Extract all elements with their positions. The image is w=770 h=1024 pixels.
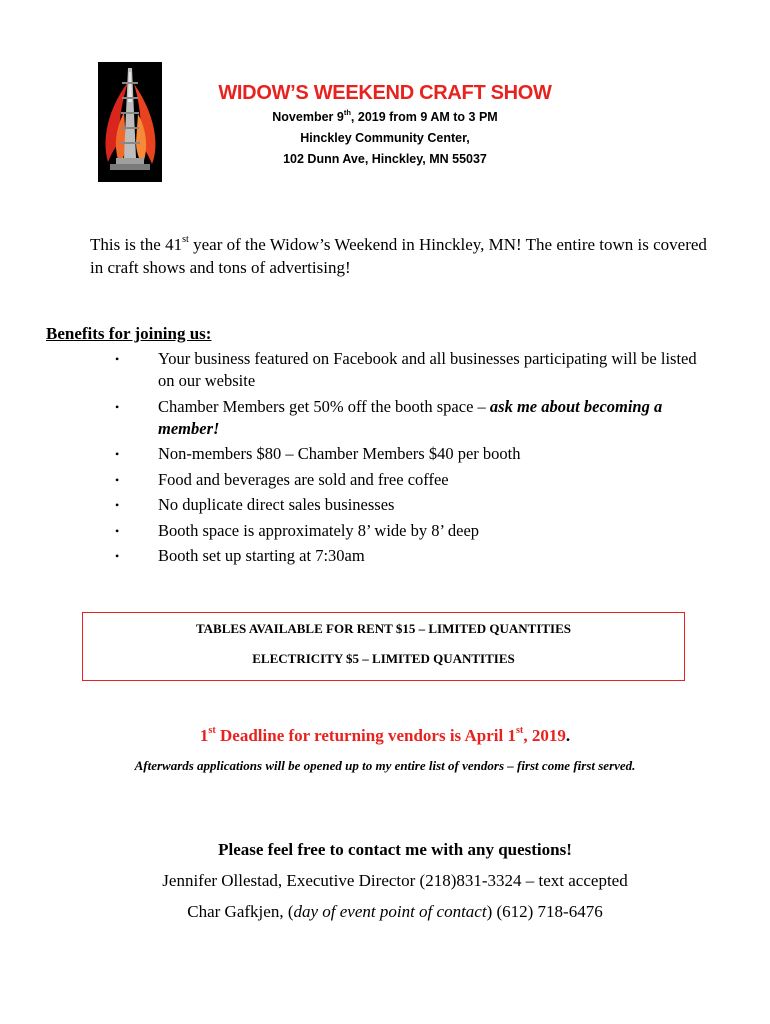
list-item [110, 396, 710, 440]
list-item-text: No duplicate direct sales businesses [158, 495, 395, 514]
benefits-heading: Benefits for joining us: [46, 324, 212, 343]
intro-text-end: year of the Widow’s Weekend in Hinckley, MN! The entire town is covered in craft shows and tons of advertising! [90, 235, 707, 277]
afterwards-note: Afterwards applications will be opened up to my entire list of vendors – first come first served. [134, 758, 636, 773]
intro-ordinal: st [182, 233, 189, 245]
list-item-text: Your business featured on Facebook and all businesses participating will be listed on our website [158, 349, 697, 390]
intro-paragraph [90, 233, 710, 279]
benefits-list [110, 348, 710, 571]
event-date-ordinal: th [343, 107, 351, 117]
bullet-icon: • [115, 399, 120, 414]
electricity-notice: ELECTRICITY $5 – LIMITED QUANTITIES [252, 651, 515, 666]
list-item [110, 348, 710, 392]
deadline-ordinal-2: st [515, 724, 524, 736]
bullet-icon: • [115, 523, 120, 538]
deadline-text: Deadline for returning vendors is April 1 [215, 726, 516, 745]
event-date-time: , 2019 from 9 AM to 3 PM [350, 110, 498, 124]
contact-name: Char Gafkjen, ( [187, 902, 294, 921]
list-item-text: Food and beverages are sold and free coffee [158, 469, 449, 489]
bullet-icon: • [115, 472, 120, 487]
deadline-year: , 2019 [523, 726, 566, 745]
intro-text-start: This is the 41 [90, 235, 183, 254]
deadline-ordinal-1: st [208, 724, 216, 736]
bullet-icon: • [115, 498, 120, 512]
list-item-text: Booth space is approximately 8’ wide by 8’ deep [158, 520, 480, 540]
contact-line-day-of-event [0, 902, 770, 922]
contact-line-director: Jennifer Ollestad, Executive Director (218)831-3324 – text accepted [162, 871, 628, 890]
list-item [110, 520, 710, 542]
event-date [190, 107, 580, 124]
event-venue: Hinckley Community Center, [300, 131, 470, 145]
bullet-icon: • [115, 447, 120, 461]
list-item [110, 443, 710, 465]
list-item [110, 494, 710, 516]
contact-role: day of event point of contact [293, 902, 487, 921]
deadline-notice [0, 726, 770, 746]
list-item-text: Non-members $80 – Chamber Members $40 per booth [158, 444, 521, 463]
tables-rental-notice: TABLES AVAILABLE FOR RENT $15 – LIMITED QUANTITIES [195, 621, 572, 636]
contact-heading: Please feel free to contact me with any questions! [218, 840, 572, 859]
event-address: 102 Dunn Ave, Hinckley, MN 55037 [283, 152, 487, 166]
deadline-period: . [565, 726, 571, 745]
deadline-num: 1 [199, 726, 209, 745]
list-item [110, 469, 710, 491]
bullet-icon: • [115, 549, 120, 563]
list-item [110, 545, 710, 567]
flame-monument-logo-icon [98, 62, 162, 182]
flame-monument-logo-graphic [98, 62, 162, 182]
event-date-text: November 9 [272, 110, 344, 124]
event-title: WIDOW’S WEEKEND CRAFT SHOW [218, 82, 552, 104]
contact-phone: ) (612) 718-6476 [486, 902, 603, 921]
list-item-text: Booth set up starting at 7:30am [158, 546, 365, 565]
list-item-text: Chamber Members get 50% off the booth space – [158, 396, 490, 416]
rental-info-box [82, 612, 685, 681]
bullet-icon: • [115, 352, 120, 366]
list-item-emphasis: ask me about becoming a member! [158, 396, 663, 438]
